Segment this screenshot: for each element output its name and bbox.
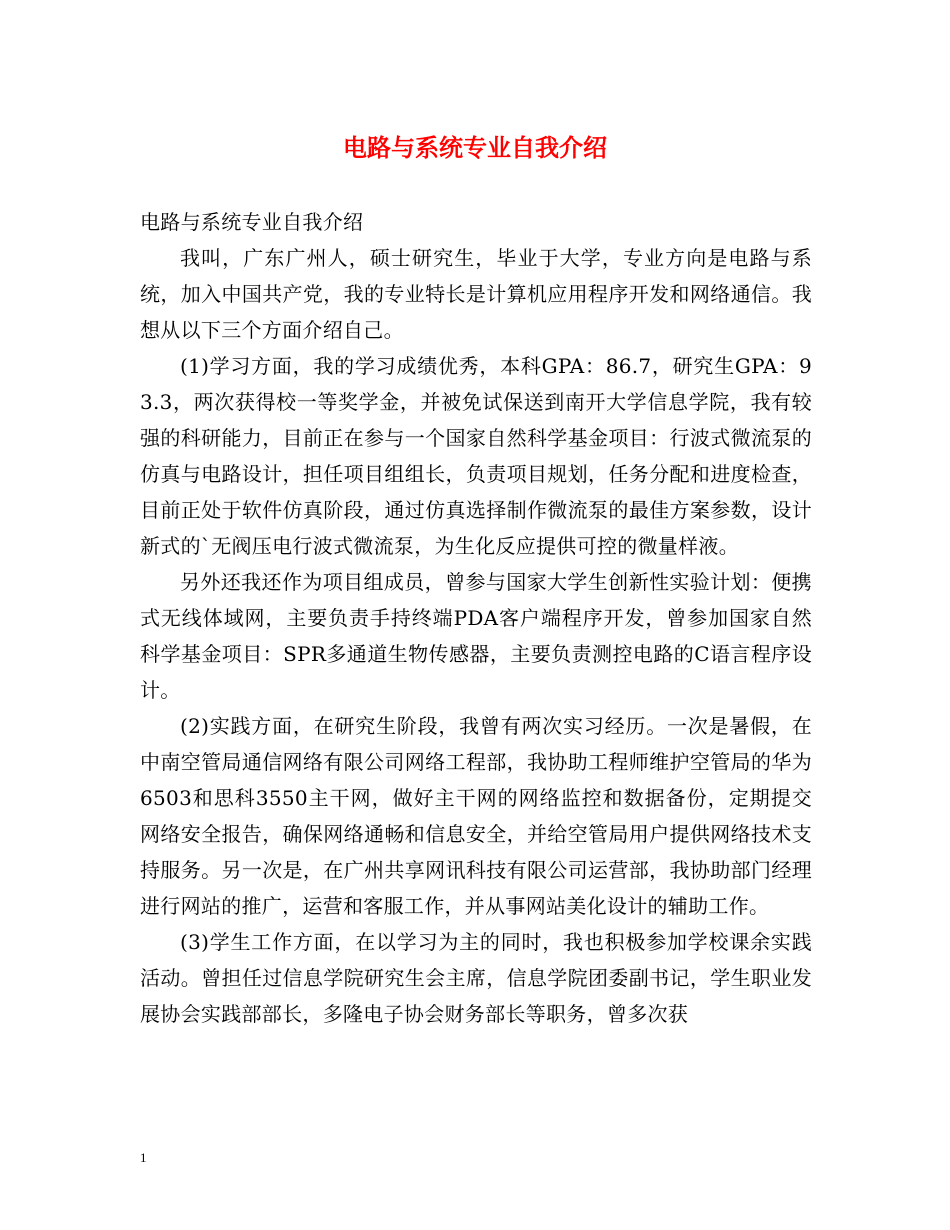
paragraph-study: (1)学习方面，我的学习成绩优秀，本科GPA：86.7，研究生GPA：93.3，两次获得校一等奖学金，并被免试保送到南开大学信息学院，我有较强的科研能力，目前正在参与一个国家自然科学基金项目：行波式微流泵的仿真与电路设计，担任项目组组长，负责项目规划，任务分配和进度检查，目前正处于软件仿真阶段，通过仿真选择制作微流泵的最佳方案参数，设计新式的`无阀压电行波式微流泵，为生化反应提供可控的微量样液。	[140, 354, 812, 558]
document-title: 电路与系统专业自我介绍	[343, 133, 607, 162]
paragraph-student-work: (3)学生工作方面，在以学习为主的同时，我也积极参加学校课余实践活动。曾担任过信息学院研究生会主席，信息学院团委副书记，学生职业发展协会实践部部长，多隆电子协会财务部长等职务，曾多次获	[140, 930, 812, 1026]
paragraph-projects: 另外还我还作为项目组成员，曾参与国家大学生创新性实验计划：便携式无线体域网，主要负责手持终端PDA客户端程序开发，曾参加国家自然科学基金项目：SPR多通道生物传感器，主要负责测控电路的C语言程序设计。	[140, 570, 812, 702]
paragraph-practice: (2)实践方面，在研究生阶段，我曾有两次实习经历。一次是暑假，在中南空管局通信网络有限公司网络工程部，我协助工程师维护空管局的华为6503和思科3550主干网，做好主干网的网络监控和数据备份，定期提交网络安全报告，确保网络通畅和信息安全，并给空管局用户提供网络技术支持服务。另一次是，在广州共享网讯科技有限公司运营部，我协助部门经理进行网站的推广，运营和客服工作，并从事网站美化设计的辅助工作。	[140, 714, 812, 918]
page-number: 1	[140, 1150, 147, 1165]
document-body	[140, 204, 812, 1032]
document-subtitle: 电路与系统专业自我介绍	[140, 210, 364, 234]
paragraph-intro: 我叫，广东广州人，硕士研究生，毕业于大学，专业方向是电路与系统，加入中国共产党，我的专业特长是计算机应用程序开发和网络通信。我想从以下三个方面介绍自己。	[140, 246, 812, 342]
